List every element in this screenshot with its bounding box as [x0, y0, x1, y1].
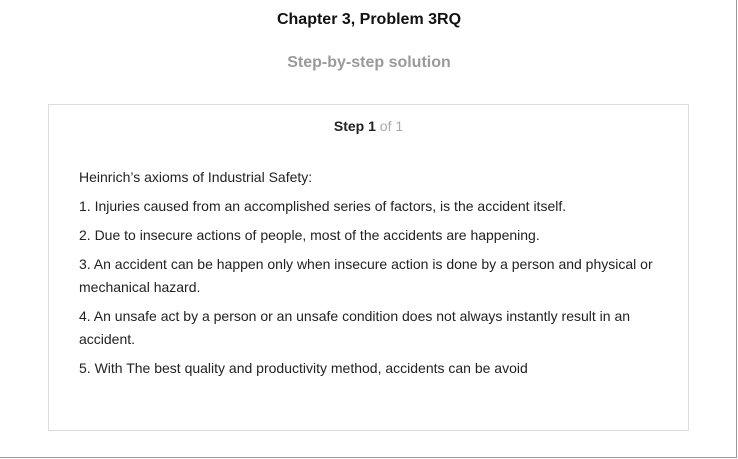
step-content [79, 166, 659, 386]
list-item: 2. Due to insecure actions of people, most of the accidents are happening. [79, 227, 540, 243]
list-item: 1. Injuries caused from an accomplished series of factors, is the accident itself. [79, 198, 567, 214]
solution-step-card [48, 104, 689, 431]
list-item: 4. An unsafe act by a person or an unsafe condition does not always instantly result in an accident. [79, 308, 631, 347]
list-item: 3. An accident can be happen only when insecure action is done by a person and physical or mechanical hazard. [79, 256, 653, 295]
step-label: Step [333, 118, 365, 134]
page-title: Chapter 3, Problem 3RQ [276, 11, 462, 28]
intro-text: Heinrich’s axioms of Industrial Safety: [79, 169, 313, 185]
step-total: of 1 [379, 118, 404, 134]
step-header [49, 118, 688, 134]
step-number: 1 [368, 118, 376, 134]
list-item: 5. With The best quality and productivity method, accidents can be avoid [79, 360, 528, 376]
solution-subtitle: Step-by-step solution [287, 54, 451, 71]
